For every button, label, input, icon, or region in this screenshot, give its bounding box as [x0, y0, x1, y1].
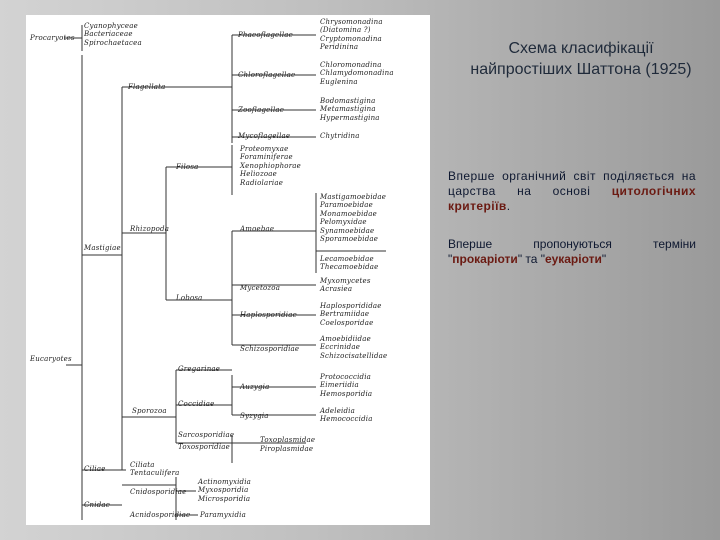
label-cnidosporidiae: Cnidosporidiae	[130, 488, 187, 496]
label-lobosa: Lobosa	[176, 294, 203, 302]
slide-title	[447, 38, 715, 80]
label-mycoflagellae: Mycoflagellae	[238, 132, 291, 140]
label-mycetozoa-groups: Myxomycetes Acrasiea	[320, 277, 371, 294]
p2-word-1: Вперше	[448, 237, 493, 251]
label-rhizopoda: Rhizopoda	[130, 225, 170, 233]
label-filosa: Filosa	[176, 163, 199, 171]
label-cnido-groups: Actinomyxidia Myxosporidia Microsporidia	[198, 478, 252, 503]
term-eukaryotes: еукаріоти	[545, 252, 602, 266]
label-piroplasmidae: Piroplasmidae	[260, 445, 314, 453]
label-flagellata: Flagellata	[128, 83, 166, 91]
p1-end: .	[506, 199, 511, 213]
label-amoebae: Amoebae	[240, 225, 275, 233]
p2-quote-open: "	[448, 252, 453, 266]
label-phaeo-groups: Chrysomonadina (Diatomina ?) Cryptomonadina Peridinina	[320, 18, 383, 52]
p1-text: Вперше органічний світ поділяється на царства на основі	[448, 169, 696, 198]
term-prokaryotes: прокаріоти	[452, 252, 518, 266]
label-auzygia-groups: Protococcidia Eimeriidia Hemosporidia	[320, 373, 373, 398]
label-haplosporidiae: Haplosporidiae	[240, 311, 297, 319]
label-sarcosporidiae: Sarcosporidiae	[178, 431, 235, 439]
label-mycetozoa: Mycetozoa	[240, 284, 281, 292]
p1-highlight: цитологічних критеріїв	[448, 184, 696, 213]
label-toxoplasmidae: Toxoplasmidae	[260, 436, 316, 444]
label-zooflagellae: Zooflagellae	[238, 106, 285, 114]
label-acnidosporidiae: Acnidosporidiae	[130, 511, 191, 519]
p2-line-1	[448, 237, 696, 252]
title-line-2: найпростіших Шаттона (1925)	[470, 61, 692, 78]
label-auzygia: Auzygia	[240, 383, 270, 391]
paragraph-criteria	[448, 169, 696, 214]
p2-word-2: пропонуються	[533, 237, 612, 251]
label-toxosporidiae: Toxosporidiae	[178, 443, 231, 451]
paragraph-terms	[448, 237, 696, 267]
label-haplo-groups: Haplosporididae Bertramiidae Coelosporidae	[320, 302, 382, 327]
label-gregarinae: Gregarinae	[178, 365, 221, 373]
label-amoebae-groups-2: Lecamoebidae Thecamoebidae	[320, 255, 379, 272]
label-cnidae: Cnidae	[84, 501, 111, 509]
label-phaeoflagellae: Phaeoflagellae	[238, 31, 293, 39]
p2-line-2	[448, 252, 696, 267]
label-syzygia: Syzygia	[240, 412, 269, 420]
label-paramyxidia: Paramyxidia	[200, 511, 246, 519]
label-chloroflagellae: Chloroflagellae	[238, 71, 296, 79]
title-line-1: Схема класифікації	[508, 40, 654, 57]
label-zoo-groups: Bodomastigina Metamastigina Hypermastigina	[320, 97, 380, 122]
label-mastigiae: Mastigiae	[84, 244, 121, 252]
label-eucaryotes: Eucaryotes	[30, 355, 72, 363]
p2-conjunction: " та "	[517, 252, 546, 266]
label-myco-groups: Chytridina	[320, 132, 360, 140]
label-procaryotes: Procaryotes	[30, 34, 75, 42]
label-procaryote-groups: Cyanophyceae Bacteriaceae Spirochaetacea	[84, 22, 142, 47]
p2-quote-close: "	[601, 252, 607, 266]
label-amoebae-groups: Mastigamoebidae Paramoebidae Monamoebidae Pelomyxidae Synamoebidae Sporamoebidae	[320, 193, 387, 244]
label-ciliae: Ciliae	[84, 465, 106, 473]
p2-word-3: терміни	[653, 237, 696, 251]
label-ciliata: Ciliata Tentaculifera	[130, 461, 180, 478]
label-syzygia-groups: Adeleidia Hemococcidia	[320, 407, 373, 424]
classification-diagram	[26, 15, 430, 525]
label-sporozoa: Sporozoa	[132, 407, 167, 415]
label-schizosporidiae: Schizosporidiae	[240, 345, 300, 353]
label-filosa-groups: Proteomyxae Foraminiferae Xenophiophorae Heliozoae Radiolariae	[240, 145, 301, 187]
label-chloro-groups: Chloromonadina Chlamydomonadina Euglenina	[320, 61, 394, 86]
label-schizo-groups: Amoebidiidae Eccrinidae Schizocisatellidae	[320, 335, 388, 360]
label-coccidiae: Coccidiae	[178, 400, 215, 408]
